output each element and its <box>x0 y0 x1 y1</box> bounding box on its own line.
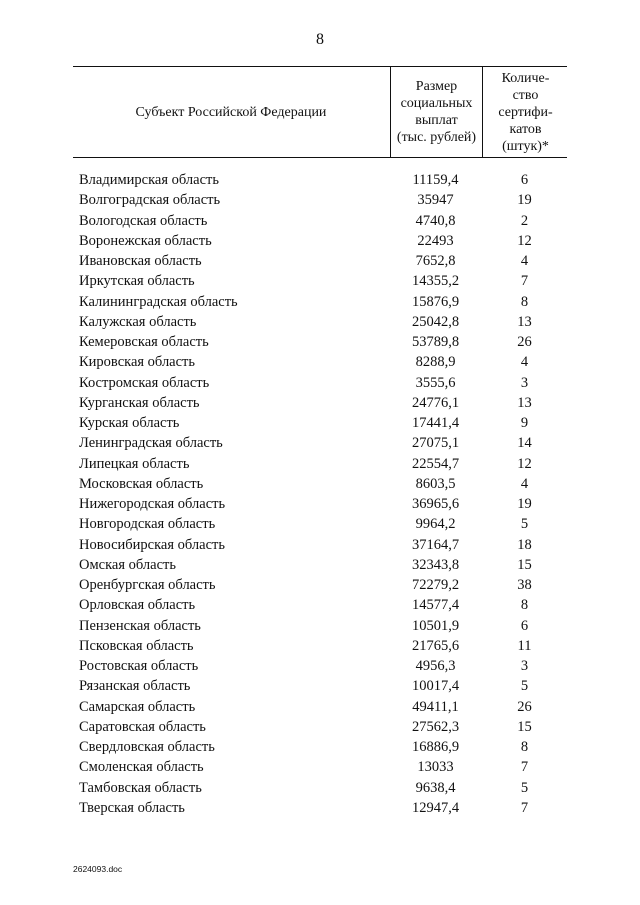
table-row <box>73 332 567 352</box>
table-row <box>73 595 567 615</box>
row-name: Кемеровская область <box>79 334 209 350</box>
row-name: Ленинградская область <box>79 435 223 452</box>
table-row <box>73 656 567 676</box>
table-row <box>73 798 567 818</box>
table-row <box>73 757 567 777</box>
row-count: 6 <box>520 172 529 188</box>
row-amount: 8603,5 <box>415 475 456 492</box>
row-count: 8 <box>520 739 529 755</box>
row-amount: 9638,4 <box>415 779 456 796</box>
row-amount: 32343,8 <box>411 556 460 573</box>
header-amount <box>390 67 482 157</box>
table-row <box>73 737 567 757</box>
row-name: Смоленская область <box>79 759 204 776</box>
row-name: Оренбургская область <box>79 577 216 593</box>
row-name: Орловская область <box>79 597 196 614</box>
row-name: Псковская область <box>79 637 194 654</box>
row-count: 8 <box>520 597 529 614</box>
table-body <box>73 170 567 818</box>
row-amount: 14355,2 <box>411 273 460 290</box>
row-count: 9 <box>520 415 529 431</box>
table-row <box>73 514 567 534</box>
table-row <box>73 575 567 595</box>
row-amount: 27562,3 <box>411 718 460 735</box>
table-row <box>73 676 567 696</box>
row-count: 12 <box>517 455 532 472</box>
row-amount: 10501,9 <box>411 617 460 634</box>
row-count: 11 <box>517 637 532 654</box>
header-subject-label: Субъект Российской Федерации <box>135 104 327 120</box>
row-count: 38 <box>517 577 532 593</box>
table-header <box>73 66 567 158</box>
row-count: 5 <box>520 516 529 533</box>
row-amount: 22554,7 <box>411 455 460 472</box>
row-name: Липецкая область <box>79 455 190 472</box>
row-name: Тверская область <box>79 799 185 816</box>
row-amount: 15876,9 <box>411 293 460 310</box>
regions-table <box>73 66 567 816</box>
row-amount: 72279,2 <box>411 577 460 593</box>
table-row <box>73 555 567 575</box>
row-amount: 16886,9 <box>411 739 460 755</box>
row-count: 14 <box>517 435 532 452</box>
table-row <box>73 494 567 514</box>
table-row <box>73 616 567 636</box>
table-row <box>73 190 567 210</box>
row-name: Калининградская область <box>79 293 238 310</box>
row-name: Воронежская область <box>79 232 212 249</box>
row-amount: 22493 <box>417 232 454 249</box>
row-count: 6 <box>520 617 529 634</box>
table-row <box>73 717 567 737</box>
row-amount: 37164,7 <box>411 536 460 553</box>
table-row <box>73 393 567 413</box>
table-row <box>73 697 567 717</box>
row-name: Иркутская область <box>79 273 195 290</box>
header-count <box>482 67 568 157</box>
row-amount: 9964,2 <box>415 516 456 533</box>
row-count: 19 <box>517 496 532 512</box>
row-count: 15 <box>517 718 532 735</box>
row-count: 7 <box>520 799 529 816</box>
header-count-label: Количе- ство сертифи- катов (штук)* <box>498 70 553 154</box>
row-count: 4 <box>520 354 529 371</box>
table-row <box>73 292 567 312</box>
row-name: Нижегородская область <box>79 496 226 512</box>
row-count: 4 <box>520 475 529 492</box>
table-row <box>73 433 567 453</box>
row-name: Московская область <box>79 475 204 492</box>
row-amount: 17441,4 <box>411 415 460 431</box>
row-name: Ростовская область <box>79 658 199 674</box>
row-name: Омская область <box>79 556 176 573</box>
header-subject <box>73 67 389 157</box>
table-row <box>73 636 567 656</box>
table-row <box>73 474 567 494</box>
row-amount: 7652,8 <box>415 253 456 269</box>
row-count: 8 <box>520 293 529 310</box>
row-amount: 49411,1 <box>412 698 459 715</box>
row-name: Курская область <box>79 415 180 431</box>
row-name: Тамбовская область <box>79 779 202 796</box>
row-amount: 21765,6 <box>411 637 460 654</box>
row-amount: 13033 <box>417 759 454 776</box>
row-count: 18 <box>517 536 532 553</box>
row-count: 2 <box>520 212 529 229</box>
row-amount: 27075,1 <box>411 435 460 452</box>
table-row <box>73 413 567 433</box>
table-row <box>73 454 567 474</box>
row-count: 13 <box>517 313 532 330</box>
row-count: 4 <box>520 253 529 269</box>
row-amount: 35947 <box>417 192 454 209</box>
header-amount-label: Размер социальных выплат (тыс. рублей) <box>396 79 477 145</box>
row-count: 3 <box>520 374 529 391</box>
row-name: Новгородская область <box>79 516 216 533</box>
row-count: 26 <box>517 698 532 715</box>
row-count: 19 <box>517 192 532 209</box>
row-name: Свердловская область <box>79 739 215 755</box>
row-name: Владимирская область <box>79 172 219 188</box>
row-amount: 4740,8 <box>415 212 456 229</box>
table-row <box>73 251 567 271</box>
row-name: Самарская область <box>79 698 196 715</box>
table-row <box>73 778 567 798</box>
row-amount: 12947,4 <box>411 799 460 816</box>
row-amount: 10017,4 <box>411 678 460 695</box>
table-row <box>73 373 567 393</box>
row-count: 5 <box>520 678 529 695</box>
row-count: 7 <box>520 759 529 776</box>
document-id: 2624093.doc <box>73 864 123 874</box>
row-count: 3 <box>520 658 529 674</box>
row-name: Рязанская область <box>79 678 191 695</box>
row-amount: 3555,6 <box>415 374 456 391</box>
table-row <box>73 211 567 231</box>
row-amount: 36965,6 <box>411 496 460 512</box>
row-name: Вологодская область <box>79 212 208 229</box>
row-count: 15 <box>517 556 532 573</box>
row-count: 26 <box>517 334 532 350</box>
row-amount: 14577,4 <box>411 597 460 614</box>
table-row <box>73 352 567 372</box>
row-amount: 53789,8 <box>411 334 460 350</box>
row-count: 7 <box>520 273 529 290</box>
row-name: Курганская область <box>79 394 200 411</box>
table-row <box>73 231 567 251</box>
row-amount: 25042,8 <box>411 313 460 330</box>
row-name: Костромская область <box>79 374 210 391</box>
row-count: 12 <box>517 232 532 249</box>
table-row <box>73 170 567 190</box>
row-name: Волгоградская область <box>79 192 221 209</box>
row-name: Кировская область <box>79 354 196 371</box>
table-row <box>73 535 567 555</box>
row-name: Калужская область <box>79 313 197 330</box>
row-amount: 24776,1 <box>411 394 460 411</box>
page-number: 8 <box>316 31 324 48</box>
row-name: Ивановская область <box>79 253 202 269</box>
row-amount: 4956,3 <box>415 658 456 674</box>
row-name: Новосибирская область <box>79 536 225 553</box>
table-row <box>73 271 567 291</box>
row-amount: 11159,4 <box>412 172 459 188</box>
row-count: 5 <box>520 779 529 796</box>
row-amount: 8288,9 <box>415 354 456 371</box>
row-count: 13 <box>517 394 532 411</box>
table-row <box>73 312 567 332</box>
row-name: Саратовская область <box>79 718 206 735</box>
row-name: Пензенская область <box>79 617 201 634</box>
